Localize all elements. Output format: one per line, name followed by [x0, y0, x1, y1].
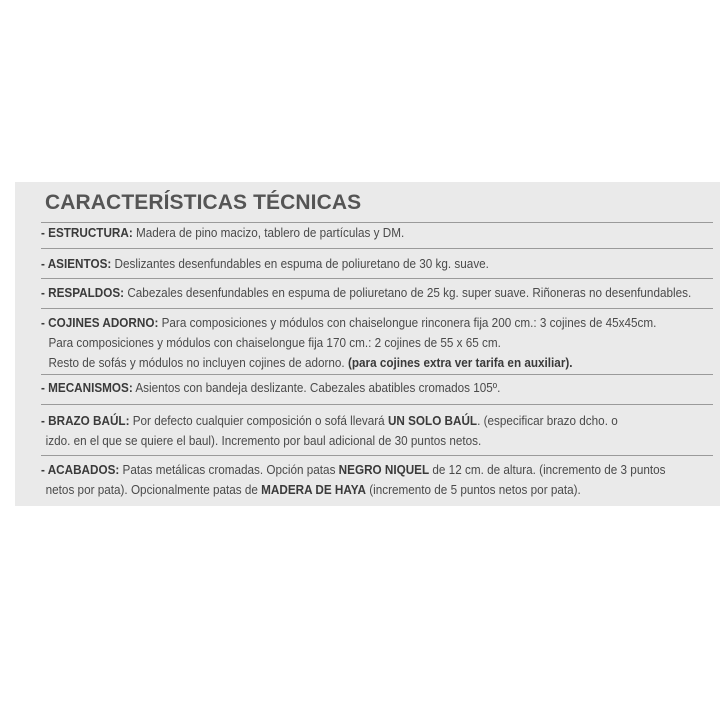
- spec-text: Madera de pino macizo, tablero de partículas y DM.: [132, 226, 405, 240]
- divider: [41, 455, 713, 456]
- spec-highlight: UN SOLO BAÚL: [387, 414, 478, 428]
- spec-highlight: NEGRO NIQUEL: [338, 463, 430, 477]
- spec-acabados: [41, 460, 665, 500]
- spec-label: - COJINES ADORNO:: [41, 316, 159, 330]
- spec-text: de 12 cm. de altura. (incremento de 3 puntos: [429, 463, 666, 477]
- spec-text: Deslizantes desenfundables en espuma de poliuretano de 30 kg. suave.: [111, 257, 489, 271]
- spec-estructura: [41, 223, 404, 243]
- spec-label: - MECANISMOS:: [41, 381, 133, 395]
- spec-label: - ESTRUCTURA:: [41, 226, 133, 240]
- spec-text: Cabezales desenfundables en espuma de poliuretano de 25 kg. super suave. Riñoneras no desenfundables.: [124, 286, 692, 300]
- spec-label: - RESPALDOS:: [41, 286, 125, 300]
- spec-text: Resto de sofás y módulos no incluyen cojines de adorno.: [48, 356, 348, 370]
- spec-text: netos por pata). Opcionalmente patas de: [45, 483, 262, 497]
- divider: [41, 374, 713, 375]
- divider: [41, 404, 713, 405]
- spec-label: - ACABADOS:: [41, 463, 120, 477]
- divider: [41, 308, 713, 309]
- spec-text: Para composiciones y módulos con chaiselongue fija 170 cm.: 2 cojines de 55 x 65 cm.: [48, 336, 501, 350]
- spec-text: Asientos con bandeja deslizante. Cabezales abatibles cromados 105º.: [132, 381, 501, 395]
- spec-text: (incremento de 5 puntos netos por pata).: [365, 483, 581, 497]
- spec-respaldos: [41, 283, 691, 303]
- divider: [41, 248, 713, 249]
- spec-label: - ASIENTOS:: [41, 257, 112, 271]
- spec-brazo-baul: [41, 411, 618, 451]
- spec-highlight: MADERA DE HAYA: [261, 483, 366, 497]
- spec-text: Por defecto cualquier composición o sofá llevará: [129, 414, 388, 428]
- spec-asientos: [41, 254, 489, 274]
- spec-mecanismos: [41, 378, 500, 398]
- divider: [41, 278, 713, 279]
- spec-cojines-adorno: [41, 313, 656, 373]
- spec-text: izdo. en el que se quiere el baul). Incremento por baul adicional de 30 puntos netos.: [45, 434, 482, 448]
- spec-text: . (especificar brazo dcho. o: [477, 414, 618, 428]
- spec-note: (para cojines extra ver tarifa en auxiliar).: [347, 356, 573, 370]
- spec-text: Patas metálicas cromadas. Opción patas: [119, 463, 339, 477]
- spec-label: - BRAZO BAÚL:: [41, 414, 130, 428]
- page-title: CARACTERÍSTICAS TÉCNICAS: [45, 191, 362, 214]
- spec-text: Para composiciones y módulos con chaiselongue rinconera fija 200 cm.: 3 cojines de 45x45cm.: [158, 316, 657, 330]
